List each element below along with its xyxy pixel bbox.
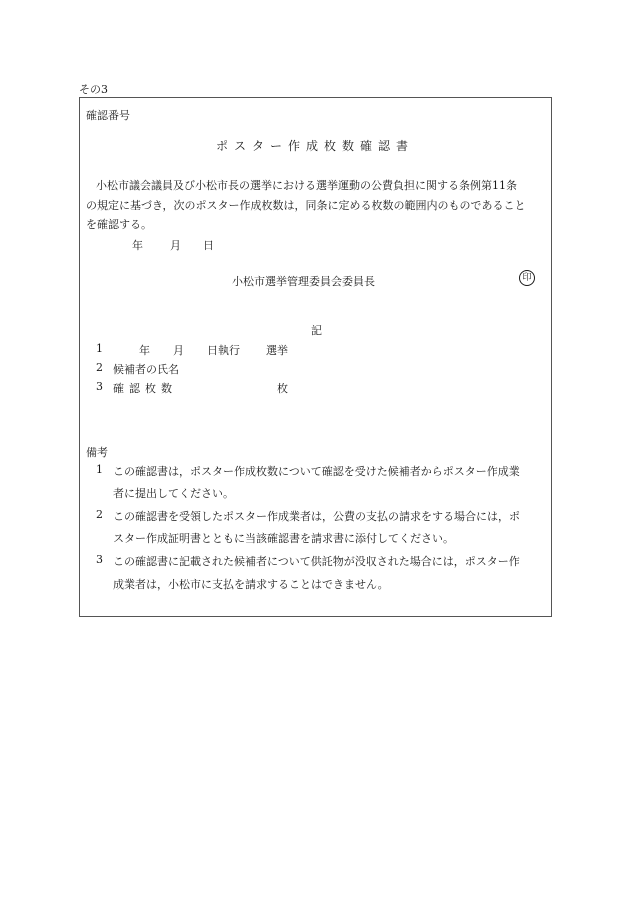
note-2-line-2: スター作成証明書とともに当該確認書を請求書に添付してください。 (113, 532, 454, 545)
authority-name: 小松市選挙管理委員会委員長 (232, 275, 375, 288)
item-1-number: 1 (96, 342, 103, 355)
note-1-line-2: 者に提出してください。 (113, 487, 234, 500)
body-text-line-3: を確認する。 (86, 218, 152, 231)
item-1-year: 年 (139, 344, 150, 357)
item-1-election: 選挙 (266, 344, 288, 357)
note-1-number: 1 (96, 463, 103, 476)
body-text-line-1: 小松市議会議員及び小松市長の選挙における選挙運動の公費負担に関する条例第11条 (96, 179, 517, 192)
note-3-line-2: 成業者は，小松市に支払を請求することはできません。 (113, 578, 389, 591)
date-month-label: 月 (170, 239, 181, 252)
date-day-label: 日 (203, 239, 214, 252)
item-3-number: 3 (96, 380, 103, 393)
note-1-line-1: この確認書は，ポスター作成枚数について確認を受けた候補者からポスター作成業 (113, 465, 520, 478)
date-year-label: 年 (132, 239, 143, 252)
note-2-number: 2 (96, 508, 103, 521)
item-1-month: 月 (173, 344, 184, 357)
candidate-name-label: 候補者の氏名 (113, 363, 179, 376)
body-text-line-2: の規定に基づき，次のポスター作成枚数は，同条に定める枚数の範囲内のものであること (86, 199, 526, 212)
confirmed-count-label: 確認枚数 (113, 382, 177, 395)
notes-heading: 備考 (86, 446, 108, 459)
note-2-line-1: この確認書を受領したポスター作成業者は，公費の支払の請求をする場合には，ポ (113, 510, 520, 523)
note-3-line-1: この確認書に記載された候補者について供託物が没収された場合には，ポスター作 (113, 555, 520, 568)
page-label: その3 (79, 83, 108, 96)
seal-icon: 印 (519, 270, 535, 286)
item-2-number: 2 (96, 361, 103, 374)
document-title: ポスター作成枚数確認書 (215, 139, 414, 153)
confirm-number-label: 確認番号 (86, 109, 130, 122)
count-unit: 枚 (277, 382, 288, 395)
note-3-number: 3 (96, 553, 103, 566)
item-1-execution-day: 日執行 (207, 344, 240, 357)
ki-heading: 記 (311, 324, 322, 337)
